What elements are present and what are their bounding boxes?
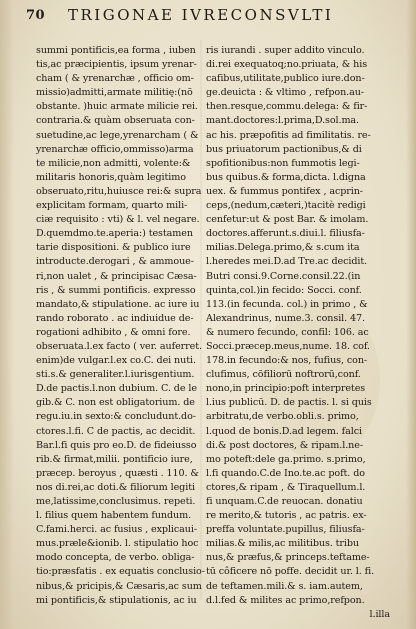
text-line: modo concepta, de verbo. obliga- — [36, 552, 195, 564]
text-line: milias.Delega.primo,& s.cum ita — [206, 242, 360, 254]
text-line: arbitratu,de verbo.obli.s. primo, — [206, 411, 359, 423]
page-shadow-left — [0, 0, 14, 629]
text-line: ac his. præpofitis ad fimilitatis. re- — [206, 129, 371, 141]
text-line: te milicie,non admitti, volente:& — [36, 157, 191, 169]
text-line: præcep. beroyus , quæsti . 110. & — [36, 467, 199, 479]
text-line: mandato,& stipulatione. ac iure iu — [36, 298, 200, 310]
text-line: ciæ requisito : vti) & l. vel negare. — [36, 214, 200, 226]
text-line: re merito,& tutoris , ac patris. ex- — [206, 510, 367, 522]
text-line: di.rei exequatoq;no.priuata, & his — [206, 59, 368, 71]
text-line: C.fami.herci. ac fusius , explicaui- — [36, 524, 197, 536]
text-line: mus.præle&ionib. l. stipulatio hoc — [36, 538, 199, 550]
text-line: obseruato,ritu,huiusce rei:& supra — [36, 185, 202, 197]
text-line: l.illa — [369, 608, 390, 620]
page-shadow-right — [406, 0, 416, 629]
text-line: milias.& milis,ac militibus. tribu — [206, 538, 359, 550]
text-line: cafibus,utilitate,publico iure.don- — [206, 73, 365, 85]
text-line: ris , & summi pontificis. expresso — [36, 284, 196, 296]
text-line: missio)admitti,armate militię:(nō — [36, 87, 193, 99]
text-line: obstante. )huic armate milicie rei. — [36, 101, 198, 113]
text-line: rogationi adhibito , & omni fore. — [36, 326, 191, 338]
text-line: rib.& firmat,milii. pontificio iure, — [36, 453, 193, 465]
text-line: Alexandrinus, nume.3. consil. 47. — [206, 312, 365, 324]
text-line: D.de pactis.l.non dubium. C. de le — [36, 383, 197, 395]
text-line: doctores.afferunt.s.diui.l. filiusfa- — [206, 228, 365, 240]
text-line: l.quod de bonis.D.ad legem. falci — [206, 425, 362, 437]
text-line: tarie dispositioni. & publico iure — [36, 242, 191, 254]
text-line: d.l.fed & milites ac primo,refpon. — [206, 594, 365, 606]
text-line: nibus,& pricipis,& Cæsaris,ac sum — [36, 580, 202, 592]
text-line: enim)de vulgar.l.ex co.C. dei nuti. — [36, 355, 196, 367]
text-line: bus priuatorum pactionibus,& di — [206, 143, 362, 155]
text-line: & numero fecundo, confil: 106. ac — [206, 326, 369, 338]
text-line: Bar.l.fi quis pro eo.D. de fideiusso — [36, 439, 197, 451]
text-line: then.resque,commu.delega: & fir- — [206, 101, 368, 113]
text-line: mant.doctores:l.prima,D.sol.ma. — [206, 115, 360, 127]
text-line: militaris honoris,quàm legitimo — [36, 171, 186, 183]
text-line: l.heredes mei.D.ad Tre.ac decidit. — [206, 256, 368, 268]
text-line: di.& post doctores, & ripam.l.ne- — [206, 439, 363, 451]
text-line: preffa voluntate.pupillus, filiusfa- — [206, 524, 365, 536]
text-line: l.ius publicū. D. de pactis. l. si quis — [206, 397, 372, 409]
text-line: regu.iu.in sexto:& concludunt.do- — [36, 411, 196, 423]
text-line: D.quemdmo.te.aperia:) testamen — [36, 228, 193, 240]
text-line: summi pontificis,ea forma , iuben — [36, 45, 196, 56]
text-line: cham ( & yrenarchæ , officio om- — [36, 73, 194, 85]
text-line: nus,& præfus,& princeps.teftame- — [206, 552, 370, 564]
text-line: mo poteft:dele ga.primo. s.primo, — [206, 453, 366, 465]
text-line: obseruata.l.ex facto ( ver. auferret. — [36, 340, 202, 352]
text-line: nono,in principio:poft interpretes — [206, 383, 366, 395]
text-line: clufimus, cōfiliorū noftrorū,conf. — [206, 369, 361, 381]
right-text-column — [206, 44, 396, 622]
text-line: nos di.rei,ac doti.& filiorum legiti — [36, 481, 195, 493]
page-header — [0, 6, 416, 28]
text-line: de teftamen.mili.& s. iam.autem, — [206, 580, 363, 592]
text-line: Butri consi.9.Corne.consil.22.(in — [206, 270, 361, 282]
text-line: ris iurandi . super addito vinculo. — [206, 45, 365, 56]
text-line: Socci.præcep.meus,nume. 18. cof. — [206, 340, 370, 352]
text-line: bus quibus.& forma,dicta. l.digna — [206, 171, 366, 183]
text-line: sti.s.& generaliter.l.iurisgentium. — [36, 369, 195, 381]
text-line: suetudine,ac lege,yrenarcham ( & — [36, 129, 199, 141]
text-line: spofitionibus:non fummotis legi- — [206, 157, 360, 169]
text-line: contraria.& quàm obseruata con- — [36, 115, 195, 127]
text-line: l. filius quem habentem fundum. — [36, 510, 192, 522]
text-line: introducte.derogari , & ammoue- — [36, 256, 194, 268]
text-line: fi unquam.C.de reuocan. donatiu — [206, 496, 363, 507]
text-line: ri,non ualet , & principisac Cæsa- — [36, 270, 197, 282]
text-line: tū côficere nō poffe. decidit ur. l. fi. — [206, 566, 375, 578]
running-title: TRIGONAE IVRECONSVLTI — [68, 6, 334, 24]
text-line: me,latissime,conclusimus. repeti. — [36, 496, 196, 507]
text-line: cenfetur:ut & post Bar. & imolam. — [206, 214, 369, 226]
text-line: explicitam formam, quarto mili- — [36, 200, 188, 212]
text-line: tis,ac præcipientis, ipsum yrenar- — [36, 59, 197, 71]
left-text-column — [36, 44, 212, 608]
text-line: rando roborato . ac indiuidue de- — [36, 312, 194, 324]
text-line: quinta,col.)in fecido: Socci. conf. — [206, 284, 362, 296]
text-line: mi pontificis,& stipulationis, ac iu — [36, 594, 197, 606]
text-line: yrenarchæ officio,ommisso)arma — [36, 143, 194, 155]
text-line: ceps,(nedum,cæteri,)tacitè redigi — [206, 200, 366, 212]
text-line: 178.in fecundo:& nos, fufius, con- — [206, 355, 368, 367]
text-line: l.fi quando.C.de Ino.te.ac poft. do — [206, 467, 365, 479]
text-line: 113.(in fecunda. col.) in primo , & — [206, 298, 368, 310]
page-number: 70 — [26, 8, 46, 23]
text-line: ge.deuicta : & vltimo , refpon.au- — [206, 87, 364, 99]
text-line: tio:præsfatis . ex equatis conclusio- — [36, 566, 205, 578]
text-line: gib.& C. non est obligatorium. de — [36, 397, 195, 409]
text-line: ctores.l.fi. C de pactis, ac decidit. — [36, 425, 196, 437]
text-line: ctores,& ripam , & Tiraquellum.l. — [206, 481, 366, 493]
text-line: uex. & fummus pontifex , acprin- — [206, 185, 363, 197]
